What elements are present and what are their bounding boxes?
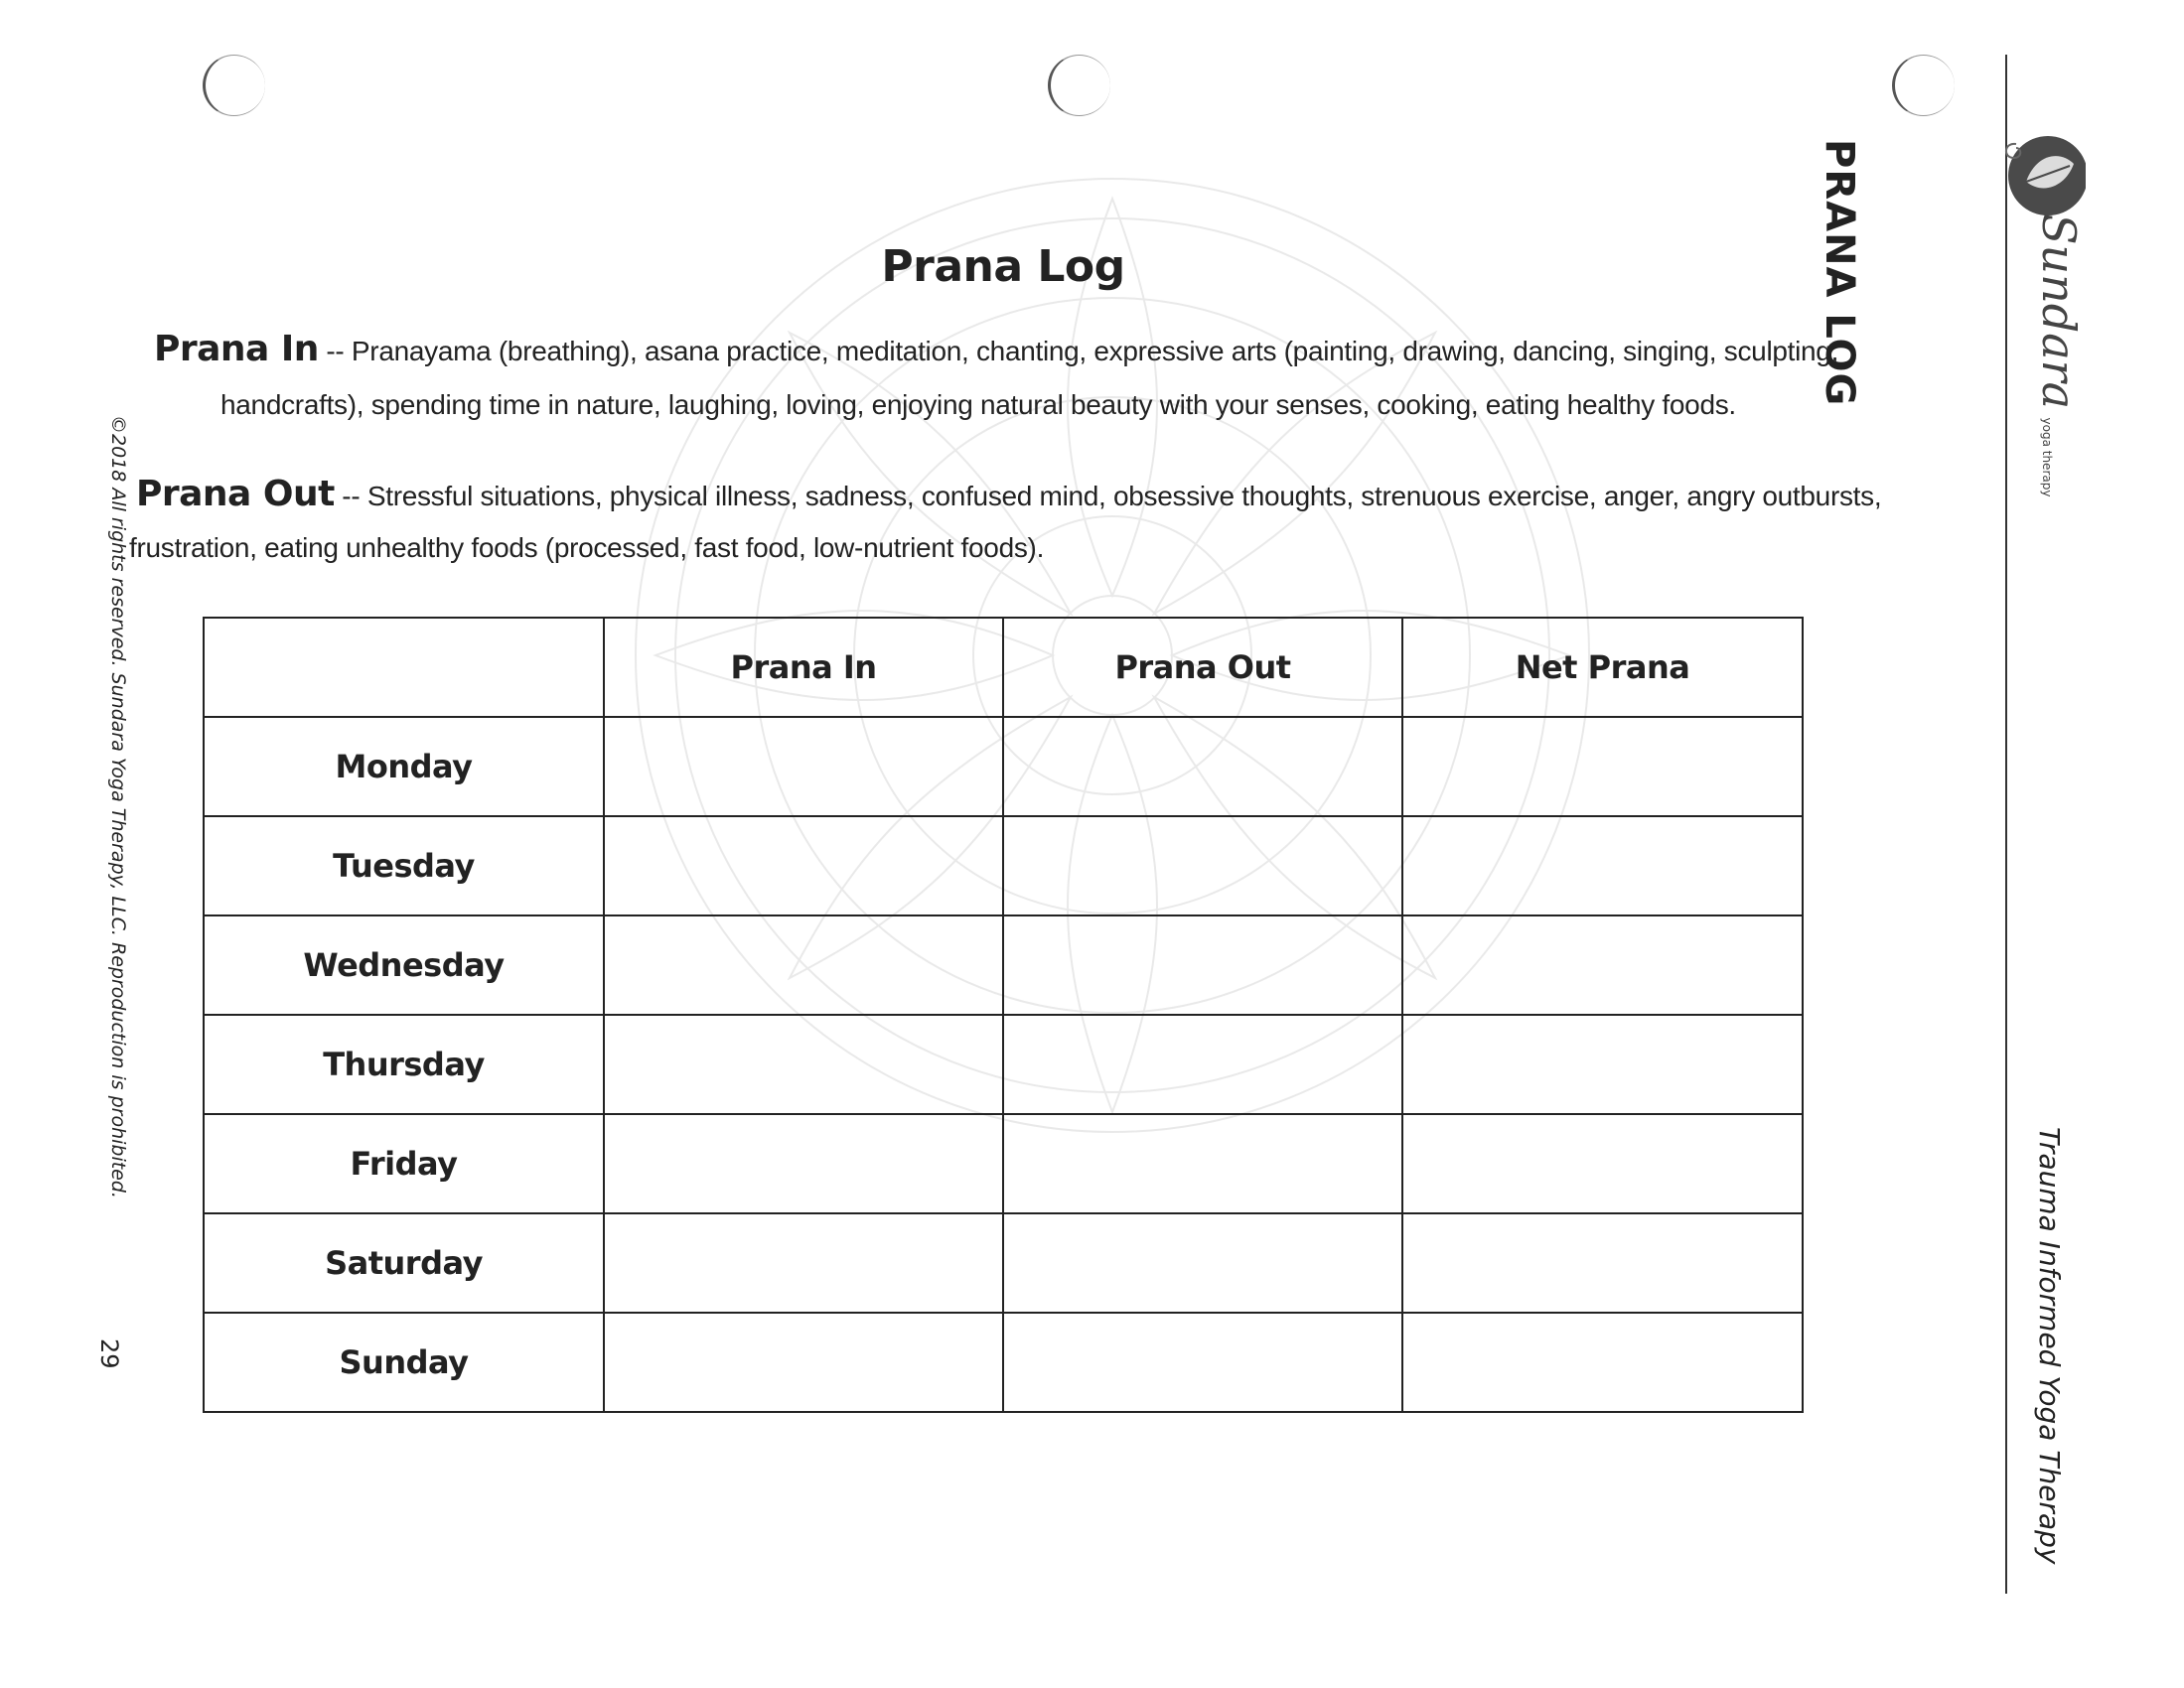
prana-in-cell[interactable]: [604, 1015, 1003, 1114]
table-row: [204, 915, 1803, 1015]
prana-out-line1: [136, 467, 1881, 524]
table-row: [204, 1213, 1803, 1313]
margin-divider: [2005, 55, 2007, 1594]
punch-hole-center: [1048, 55, 1110, 116]
brand-wordmark: [2032, 213, 2086, 496]
net-prana-cell[interactable]: [1402, 1213, 1803, 1313]
prana-out-line2: frustration, eating unhealthy foods (processed, fast food, low-nutrient foods).: [129, 532, 1045, 563]
prana-in-line1: [154, 322, 1838, 379]
day-label: Saturday: [204, 1213, 604, 1313]
table-row: [204, 1015, 1803, 1114]
header-prana-in: Prana In: [604, 618, 1003, 717]
prana-out-cell[interactable]: [1003, 915, 1402, 1015]
copyright-notice: ©2018 All rights reserved. Sundara Yoga Therapy, LLC. Reproduction is prohibited.: [107, 415, 129, 1198]
prana-out-text: -- Stressful situations, physical illness, sadness, confused mind, obsessive thoughts, strenuous exercise, anger, angry outbursts,: [334, 481, 1882, 511]
table-row: [204, 717, 1803, 816]
prana-log-table: [203, 617, 1804, 1413]
prana-in-cell[interactable]: [604, 1213, 1003, 1313]
side-title: PRANA LOG: [1817, 139, 1862, 407]
net-prana-cell[interactable]: [1402, 915, 1803, 1015]
page-title: Prana Log: [881, 241, 1125, 292]
sundara-leaf-logo-icon: [1996, 124, 2086, 223]
prana-out-cell[interactable]: [1003, 717, 1402, 816]
header-corner: [204, 618, 604, 717]
table-header-row: [204, 618, 1803, 717]
day-label: Tuesday: [204, 816, 604, 915]
table-row: [204, 1114, 1803, 1213]
table-row: [204, 816, 1803, 915]
prana-in-cell[interactable]: [604, 1114, 1003, 1213]
prana-in-cell[interactable]: [604, 915, 1003, 1015]
punch-hole-right: [1892, 55, 1955, 116]
book-title: Trauma Informed Yoga Therapy: [2033, 1127, 2066, 1565]
day-label: Wednesday: [204, 915, 604, 1015]
header-net-prana: Net Prana: [1402, 618, 1803, 717]
day-label: Monday: [204, 717, 604, 816]
net-prana-cell[interactable]: [1402, 1313, 1803, 1412]
prana-out-cell[interactable]: [1003, 816, 1402, 915]
header-prana-out: Prana Out: [1003, 618, 1402, 717]
net-prana-cell[interactable]: [1402, 717, 1803, 816]
table-row: [204, 1313, 1803, 1412]
day-label: Friday: [204, 1114, 604, 1213]
prana-out-cell[interactable]: [1003, 1015, 1402, 1114]
net-prana-cell[interactable]: [1402, 1114, 1803, 1213]
brand-name: Sundara: [2032, 213, 2086, 410]
brand-subtitle: yoga therapy: [2040, 417, 2054, 497]
prana-in-cell[interactable]: [604, 1313, 1003, 1412]
prana-in-line2: handcrafts), spending time in nature, laughing, loving, enjoying natural beauty with your senses, cooking, eating healthy foods.: [220, 389, 1736, 420]
punch-hole-left: [203, 55, 265, 116]
prana-out-cell[interactable]: [1003, 1213, 1402, 1313]
net-prana-cell[interactable]: [1402, 1015, 1803, 1114]
net-prana-cell[interactable]: [1402, 816, 1803, 915]
prana-out-cell[interactable]: [1003, 1114, 1402, 1213]
prana-in-lead: Prana In: [154, 329, 319, 369]
day-label: Sunday: [204, 1313, 604, 1412]
prana-in-cell[interactable]: [604, 717, 1003, 816]
prana-out-lead: Prana Out: [136, 474, 335, 514]
day-label: Thursday: [204, 1015, 604, 1114]
page-number: 29: [95, 1338, 123, 1369]
prana-out-cell[interactable]: [1003, 1313, 1402, 1412]
prana-in-cell[interactable]: [604, 816, 1003, 915]
prana-in-text: -- Pranayama (breathing), asana practice, meditation, chanting, expressive arts (painting, drawing, dancing, singing, sculpting,: [318, 336, 1839, 366]
